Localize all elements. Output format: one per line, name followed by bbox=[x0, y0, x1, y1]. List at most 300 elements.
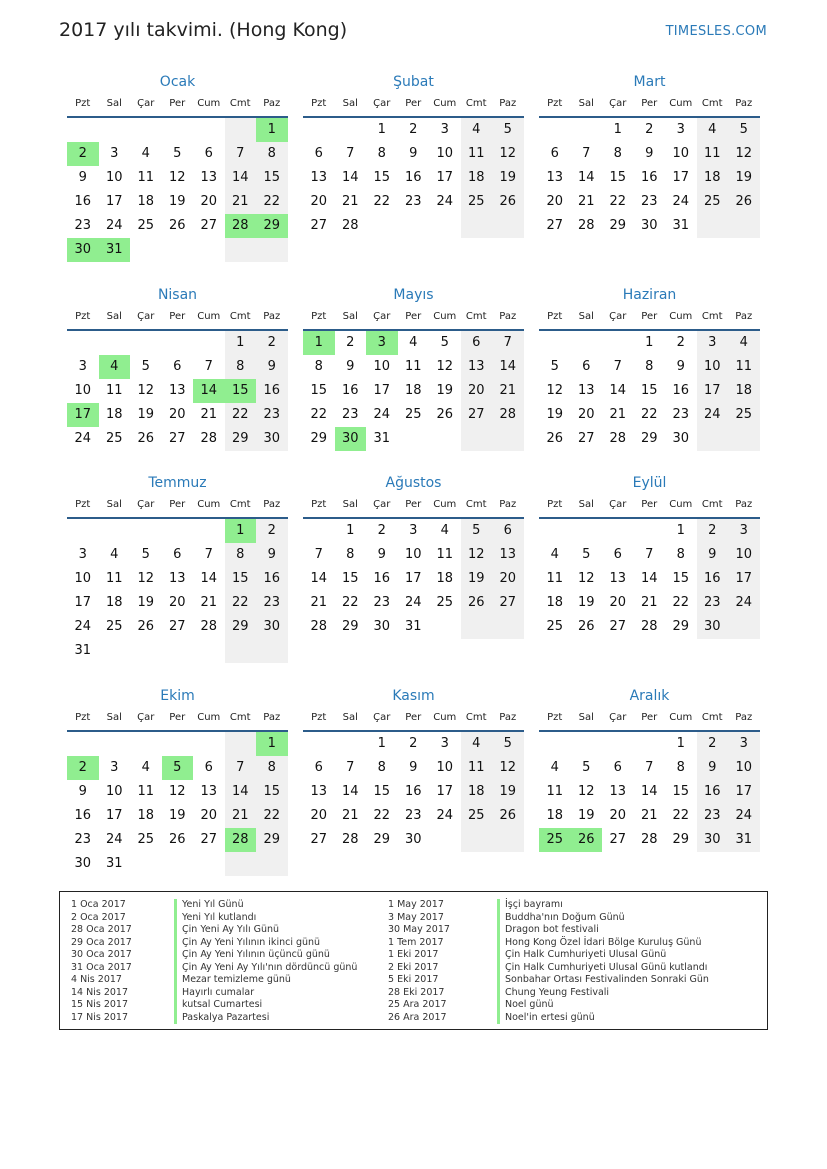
day-cell: 30 bbox=[640, 218, 658, 233]
day-cell: 1 bbox=[613, 122, 622, 137]
day-cell: 2 bbox=[409, 122, 418, 137]
weekday-label: Cmt bbox=[701, 499, 723, 510]
day-cell: 7 bbox=[225, 756, 257, 780]
empty-cell bbox=[130, 639, 162, 663]
day-cell: 8 bbox=[256, 142, 288, 166]
weekday-label: Cmt bbox=[701, 311, 723, 322]
day-cell: 13 bbox=[577, 383, 595, 398]
empty-cell bbox=[602, 732, 634, 756]
week-row bbox=[303, 567, 524, 591]
week-row bbox=[67, 427, 288, 451]
holiday-date: 30 Oca 2017 bbox=[71, 949, 132, 960]
weekday-label: Sal bbox=[342, 311, 358, 322]
day-cell: 20 bbox=[200, 808, 218, 823]
week-row bbox=[67, 732, 288, 756]
empty-cell bbox=[571, 331, 603, 355]
day-cell: 16 bbox=[256, 379, 288, 403]
day-cell: 5 bbox=[141, 359, 150, 374]
day-cell: 9 bbox=[78, 170, 87, 185]
month-2 bbox=[303, 72, 524, 238]
day-cell: 17 bbox=[672, 170, 690, 185]
day-cell: 4 bbox=[697, 118, 729, 142]
week-row bbox=[303, 519, 524, 543]
empty-cell bbox=[193, 732, 225, 756]
holiday-dates-col-2 bbox=[388, 899, 450, 1024]
day-cell: 6 bbox=[492, 519, 524, 543]
weekday-label: Cmt bbox=[229, 311, 251, 322]
weekday-label: Sal bbox=[578, 499, 594, 510]
brand-logo[interactable]: TIMESLES.COM bbox=[665, 24, 767, 39]
weekday-label: Paz bbox=[263, 311, 281, 322]
day-cell: 28 bbox=[341, 218, 359, 233]
month-name: Ekim bbox=[160, 688, 195, 704]
day-cell: 31 bbox=[373, 431, 391, 446]
day-cell: 12 bbox=[546, 383, 564, 398]
week-row bbox=[539, 804, 760, 828]
day-cell: 19 bbox=[492, 780, 524, 804]
day-cell: 20 bbox=[461, 379, 493, 403]
day-cell: 18 bbox=[105, 407, 123, 422]
day-cell: 2 bbox=[697, 519, 729, 543]
day-cell: 22 bbox=[373, 808, 391, 823]
empty-cell bbox=[130, 331, 162, 355]
holiday-name: kutsal Cumartesi bbox=[174, 999, 357, 1012]
day-cell: 4 bbox=[99, 355, 131, 379]
day-cell: 13 bbox=[200, 170, 218, 185]
day-cell: 31 bbox=[404, 619, 422, 634]
empty-cell bbox=[67, 519, 99, 543]
holiday-names-col-1 bbox=[174, 899, 357, 1024]
weekday-label: Çar bbox=[609, 98, 627, 109]
day-cell: 9 bbox=[697, 756, 729, 780]
week-row bbox=[303, 142, 524, 166]
holiday-date: 29 Oca 2017 bbox=[71, 936, 132, 948]
day-cell: 6 bbox=[582, 359, 591, 374]
day-cell: 25 bbox=[436, 595, 454, 610]
empty-cell bbox=[602, 519, 634, 543]
holiday-date: 4 Nis 2017 bbox=[71, 974, 122, 985]
day-cell: 7 bbox=[645, 760, 654, 775]
day-cell: 12 bbox=[461, 543, 493, 567]
day-cell: 2 bbox=[256, 331, 288, 355]
day-cell: 18 bbox=[728, 379, 760, 403]
day-cell: 12 bbox=[577, 784, 595, 799]
day-cell: 19 bbox=[137, 407, 155, 422]
empty-cell bbox=[193, 238, 225, 262]
day-cell: 3 bbox=[728, 732, 760, 756]
week-row bbox=[539, 214, 760, 238]
day-cell: 8 bbox=[314, 359, 323, 374]
weekday-label: Cum bbox=[197, 311, 221, 322]
weekday-label: Per bbox=[405, 712, 422, 723]
day-cell: 21 bbox=[640, 808, 658, 823]
day-cell: 15 bbox=[225, 567, 257, 591]
day-cell: 18 bbox=[404, 383, 422, 398]
weekday-label: Per bbox=[405, 98, 422, 109]
week-row bbox=[67, 238, 288, 262]
weekday-label: Paz bbox=[499, 712, 517, 723]
day-cell: 24 bbox=[436, 808, 454, 823]
holiday-dates-col-1 bbox=[71, 899, 132, 1024]
holiday-date: 31 Oca 2017 bbox=[71, 961, 132, 973]
week-row bbox=[67, 142, 288, 166]
weekday-label: Cmt bbox=[465, 311, 487, 322]
day-cell: 1 bbox=[676, 736, 685, 751]
day-cell: 29 bbox=[609, 218, 627, 233]
day-cell: 15 bbox=[373, 170, 391, 185]
empty-cell bbox=[461, 427, 493, 451]
weekday-header bbox=[539, 706, 760, 732]
holiday-date: 15 Nis 2017 bbox=[71, 999, 128, 1010]
day-cell: 20 bbox=[492, 567, 524, 591]
day-cell: 10 bbox=[74, 383, 92, 398]
month-name: Haziran bbox=[622, 287, 677, 303]
day-cell: 2 bbox=[697, 732, 729, 756]
day-cell: 11 bbox=[137, 170, 155, 185]
day-cell: 14 bbox=[640, 571, 658, 586]
month-8 bbox=[303, 473, 524, 639]
weekday-label: Cmt bbox=[465, 98, 487, 109]
page-title: 2017 yılı takvimi. (Hong Kong) bbox=[59, 19, 348, 41]
day-cell: 7 bbox=[204, 359, 213, 374]
empty-cell bbox=[492, 427, 524, 451]
weekday-label: Cum bbox=[197, 98, 221, 109]
day-cell: 17 bbox=[67, 403, 99, 427]
week-row bbox=[539, 828, 760, 852]
day-cell: 31 bbox=[74, 643, 92, 658]
day-cell: 13 bbox=[310, 784, 328, 799]
day-cell: 10 bbox=[697, 355, 729, 379]
empty-cell bbox=[99, 118, 131, 142]
weekday-label: Pzt bbox=[311, 712, 327, 723]
weekday-label: Per bbox=[405, 499, 422, 510]
holiday-name: Dragon bot festivali bbox=[497, 924, 709, 937]
day-cell: 15 bbox=[225, 379, 257, 403]
day-cell: 13 bbox=[168, 383, 186, 398]
day-cell: 7 bbox=[314, 547, 323, 562]
day-cell: 17 bbox=[74, 595, 92, 610]
day-cell: 11 bbox=[105, 571, 123, 586]
weekday-label: Sal bbox=[106, 499, 122, 510]
day-cell: 31 bbox=[672, 218, 690, 233]
day-cell: 5 bbox=[461, 519, 493, 543]
day-cell: 8 bbox=[225, 543, 257, 567]
day-cell: 21 bbox=[225, 804, 257, 828]
day-cell: 8 bbox=[377, 146, 386, 161]
day-cell: 18 bbox=[461, 780, 493, 804]
empty-cell bbox=[429, 427, 461, 451]
empty-cell bbox=[99, 639, 131, 663]
holiday-names-col-2 bbox=[497, 899, 709, 1024]
week-row bbox=[539, 427, 760, 451]
week-row bbox=[539, 118, 760, 142]
day-cell: 27 bbox=[577, 431, 595, 446]
holiday-name: Çin Ay Yeni Yılının ikinci günü bbox=[174, 937, 357, 950]
month-4 bbox=[67, 285, 288, 451]
week-row bbox=[303, 591, 524, 615]
empty-cell bbox=[303, 732, 335, 756]
day-cell: 20 bbox=[609, 808, 627, 823]
day-cell: 24 bbox=[105, 832, 123, 847]
empty-cell bbox=[225, 118, 257, 142]
holiday-date: 30 May 2017 bbox=[388, 924, 450, 935]
day-cell: 1 bbox=[645, 335, 654, 350]
week-row bbox=[67, 828, 288, 852]
day-cell: 22 bbox=[256, 190, 288, 214]
day-cell: 21 bbox=[225, 190, 257, 214]
day-cell: 23 bbox=[74, 218, 92, 233]
empty-cell bbox=[130, 118, 162, 142]
day-cell: 26 bbox=[728, 190, 760, 214]
week-row bbox=[303, 543, 524, 567]
day-cell: 23 bbox=[74, 832, 92, 847]
day-cell: 14 bbox=[341, 784, 359, 799]
weekday-label: Pzt bbox=[75, 712, 91, 723]
day-cell: 4 bbox=[440, 523, 449, 538]
weekday-label: Pzt bbox=[75, 311, 91, 322]
month-7 bbox=[67, 473, 288, 663]
day-cell: 22 bbox=[225, 591, 257, 615]
day-cell: 15 bbox=[310, 383, 328, 398]
day-cell: 30 bbox=[335, 427, 367, 451]
empty-cell bbox=[162, 852, 194, 876]
day-cell: 21 bbox=[640, 595, 658, 610]
day-cell: 29 bbox=[373, 832, 391, 847]
weekday-label: Sal bbox=[106, 712, 122, 723]
day-cell: 4 bbox=[461, 118, 493, 142]
day-cell: 16 bbox=[74, 194, 92, 209]
day-cell: 13 bbox=[609, 784, 627, 799]
day-cell: 18 bbox=[461, 166, 493, 190]
day-cell: 19 bbox=[461, 567, 493, 591]
month-name: Mayıs bbox=[393, 287, 434, 303]
empty-cell bbox=[571, 118, 603, 142]
day-cell: 31 bbox=[728, 828, 760, 852]
day-cell: 24 bbox=[373, 407, 391, 422]
day-cell: 23 bbox=[341, 407, 359, 422]
day-cell: 27 bbox=[168, 431, 186, 446]
weekday-label: Cmt bbox=[465, 712, 487, 723]
day-cell: 22 bbox=[609, 194, 627, 209]
day-cell: 15 bbox=[256, 166, 288, 190]
day-cell: 25 bbox=[546, 619, 564, 634]
day-cell: 19 bbox=[546, 407, 564, 422]
day-cell: 6 bbox=[204, 146, 213, 161]
day-cell: 22 bbox=[373, 194, 391, 209]
day-cell: 18 bbox=[546, 808, 564, 823]
day-cell: 24 bbox=[728, 591, 760, 615]
week-row bbox=[67, 519, 288, 543]
day-cell: 30 bbox=[373, 619, 391, 634]
day-cell: 2 bbox=[346, 335, 355, 350]
day-cell: 30 bbox=[256, 615, 288, 639]
holiday-name: Paskalya Pazartesi bbox=[174, 1012, 357, 1025]
day-cell: 1 bbox=[256, 732, 288, 756]
day-cell: 7 bbox=[204, 547, 213, 562]
weekday-label: Çar bbox=[137, 98, 155, 109]
weekday-label: Per bbox=[641, 311, 658, 322]
day-cell: 23 bbox=[640, 194, 658, 209]
day-cell: 12 bbox=[168, 784, 186, 799]
day-cell: 6 bbox=[173, 547, 182, 562]
holiday-date: 1 Tem 2017 bbox=[388, 936, 444, 948]
holiday-name: Çin Ay Yeni Yılının üçüncü günü bbox=[174, 949, 357, 962]
week-row bbox=[67, 804, 288, 828]
weekday-label: Cum bbox=[669, 499, 693, 510]
day-cell: 10 bbox=[105, 784, 123, 799]
week-row bbox=[539, 355, 760, 379]
empty-cell bbox=[193, 519, 225, 543]
day-cell: 7 bbox=[492, 331, 524, 355]
day-cell: 18 bbox=[137, 194, 155, 209]
day-cell: 1 bbox=[377, 736, 386, 751]
empty-cell bbox=[634, 519, 666, 543]
empty-cell bbox=[335, 732, 367, 756]
day-cell: 21 bbox=[341, 808, 359, 823]
day-cell: 23 bbox=[373, 595, 391, 610]
day-cell: 10 bbox=[672, 146, 690, 161]
empty-cell bbox=[429, 615, 461, 639]
day-cell: 29 bbox=[672, 832, 690, 847]
day-cell: 30 bbox=[697, 615, 729, 639]
day-cell: 11 bbox=[546, 571, 564, 586]
day-cell: 22 bbox=[341, 595, 359, 610]
day-cell: 10 bbox=[728, 543, 760, 567]
week-row bbox=[539, 190, 760, 214]
day-cell: 10 bbox=[74, 571, 92, 586]
day-cell: 29 bbox=[341, 619, 359, 634]
day-cell: 12 bbox=[168, 170, 186, 185]
day-cell: 14 bbox=[609, 383, 627, 398]
day-cell: 14 bbox=[200, 571, 218, 586]
weekday-header bbox=[67, 305, 288, 331]
holiday-date: 1 Eki 2017 bbox=[388, 949, 439, 960]
day-cell: 21 bbox=[577, 194, 595, 209]
day-cell: 15 bbox=[672, 571, 690, 586]
weekday-label: Çar bbox=[137, 311, 155, 322]
week-row bbox=[539, 403, 760, 427]
day-cell: 29 bbox=[256, 214, 288, 238]
day-cell: 15 bbox=[256, 780, 288, 804]
day-cell: 22 bbox=[310, 407, 328, 422]
week-row bbox=[303, 190, 524, 214]
empty-cell bbox=[398, 427, 430, 451]
empty-cell bbox=[162, 238, 194, 262]
empty-cell bbox=[602, 331, 634, 355]
day-cell: 2 bbox=[377, 523, 386, 538]
day-cell: 4 bbox=[409, 335, 418, 350]
day-cell: 2 bbox=[256, 519, 288, 543]
empty-cell bbox=[225, 852, 257, 876]
weekday-label: Çar bbox=[137, 712, 155, 723]
empty-cell bbox=[303, 519, 335, 543]
day-cell: 7 bbox=[613, 359, 622, 374]
holiday-date: 2 Oca 2017 bbox=[71, 911, 126, 923]
day-cell: 27 bbox=[492, 591, 524, 615]
day-cell: 9 bbox=[256, 355, 288, 379]
weekday-label: Pzt bbox=[547, 311, 563, 322]
month-name: Ağustos bbox=[385, 475, 442, 491]
day-cell: 28 bbox=[225, 828, 257, 852]
weekday-label: Cmt bbox=[229, 499, 251, 510]
empty-cell bbox=[539, 331, 571, 355]
week-row bbox=[303, 355, 524, 379]
weekday-label: Cum bbox=[433, 712, 457, 723]
empty-cell bbox=[461, 828, 493, 852]
week-row bbox=[539, 756, 760, 780]
day-cell: 15 bbox=[373, 784, 391, 799]
weekday-header bbox=[67, 493, 288, 519]
empty-cell bbox=[492, 615, 524, 639]
holiday-name: Çin Yeni Ay Yılı Günü bbox=[174, 924, 357, 937]
weekday-header bbox=[303, 305, 524, 331]
week-row bbox=[303, 756, 524, 780]
empty-cell bbox=[398, 214, 430, 238]
empty-cell bbox=[571, 732, 603, 756]
day-cell: 9 bbox=[346, 359, 355, 374]
day-cell: 26 bbox=[492, 190, 524, 214]
month-11 bbox=[303, 686, 524, 852]
day-cell: 24 bbox=[74, 619, 92, 634]
day-cell: 15 bbox=[609, 170, 627, 185]
holiday-date: 28 Oca 2017 bbox=[71, 924, 132, 935]
day-cell: 14 bbox=[225, 166, 257, 190]
holiday-date: 25 Ara 2017 bbox=[388, 999, 447, 1010]
day-cell: 24 bbox=[728, 804, 760, 828]
week-row bbox=[67, 852, 288, 876]
weekday-label: Cum bbox=[433, 499, 457, 510]
day-cell: 9 bbox=[645, 146, 654, 161]
day-cell: 23 bbox=[256, 403, 288, 427]
day-cell: 12 bbox=[492, 756, 524, 780]
day-cell: 21 bbox=[341, 194, 359, 209]
day-cell: 6 bbox=[314, 760, 323, 775]
day-cell: 3 bbox=[728, 519, 760, 543]
week-row bbox=[539, 567, 760, 591]
day-cell: 28 bbox=[492, 403, 524, 427]
month-name: Kasım bbox=[392, 688, 435, 704]
month-9 bbox=[539, 473, 760, 639]
day-cell: 5 bbox=[728, 118, 760, 142]
weekday-label: Cmt bbox=[229, 98, 251, 109]
day-cell: 18 bbox=[697, 166, 729, 190]
day-cell: 26 bbox=[436, 407, 454, 422]
weekday-label: Per bbox=[641, 98, 658, 109]
day-cell: 28 bbox=[640, 619, 658, 634]
day-cell: 29 bbox=[310, 431, 328, 446]
day-cell: 30 bbox=[404, 832, 422, 847]
day-cell: 20 bbox=[168, 407, 186, 422]
day-cell: 2 bbox=[676, 335, 685, 350]
empty-cell bbox=[162, 732, 194, 756]
day-cell: 28 bbox=[640, 832, 658, 847]
week-row bbox=[67, 355, 288, 379]
holiday-date: 5 Eki 2017 bbox=[388, 974, 439, 985]
holiday-date: 26 Ara 2017 bbox=[388, 1011, 447, 1023]
empty-cell bbox=[162, 331, 194, 355]
day-cell: 2 bbox=[645, 122, 654, 137]
day-cell: 12 bbox=[492, 142, 524, 166]
day-cell: 26 bbox=[577, 619, 595, 634]
day-cell: 10 bbox=[436, 146, 454, 161]
day-cell: 24 bbox=[672, 194, 690, 209]
day-cell: 27 bbox=[310, 832, 328, 847]
day-cell: 3 bbox=[409, 523, 418, 538]
day-cell: 25 bbox=[404, 407, 422, 422]
day-cell: 23 bbox=[697, 804, 729, 828]
day-cell: 22 bbox=[672, 595, 690, 610]
holiday-name: Yeni Yıl Günü bbox=[174, 899, 357, 912]
